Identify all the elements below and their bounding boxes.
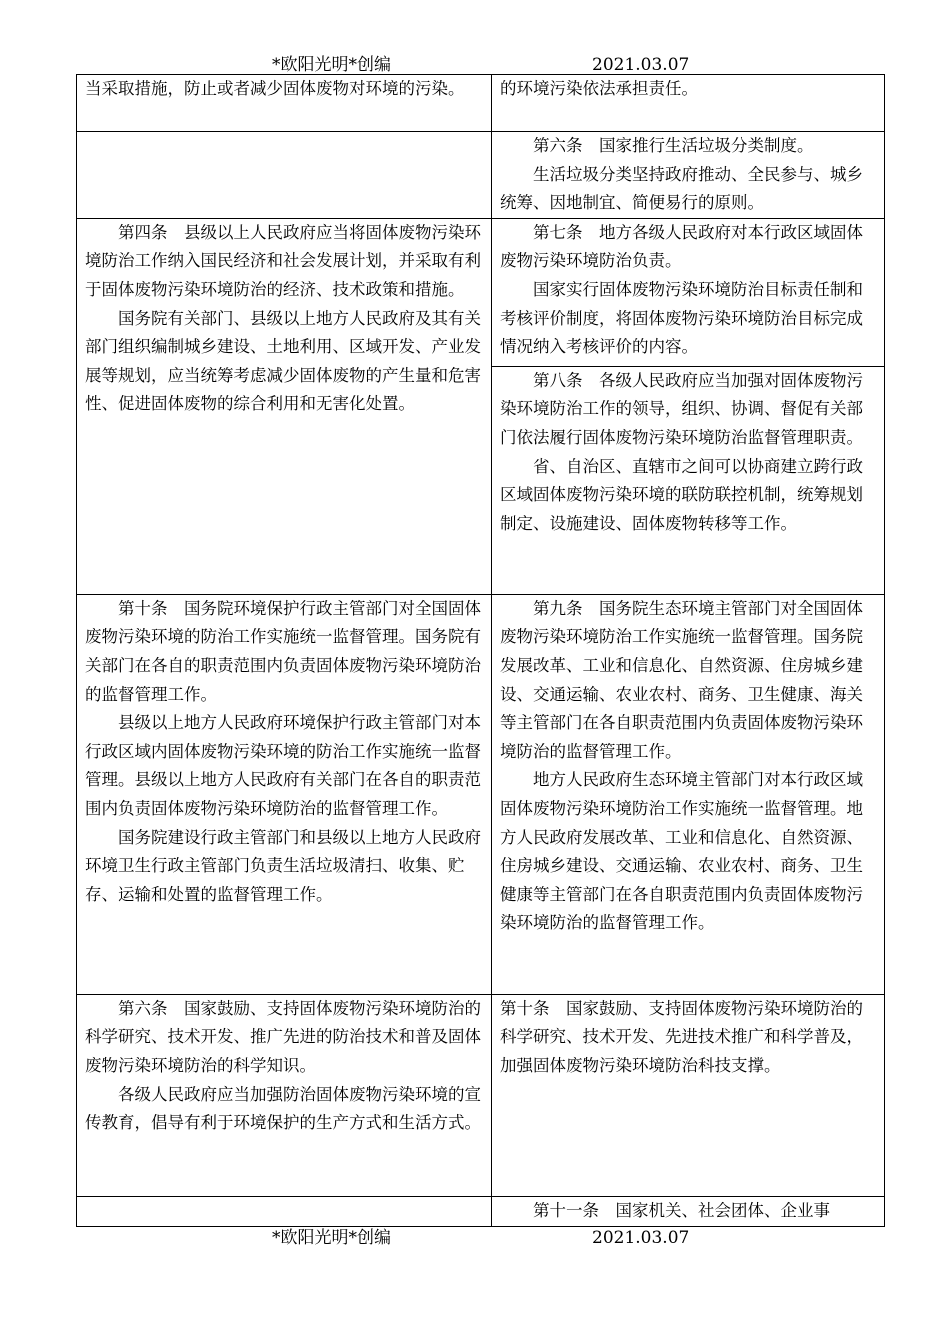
paragraph: 国务院建设行政主管部门和县级以上地方人民政府环境卫生行政主管部门负责生活垃圾清扫、收集、贮存、运输和处置的监督管理工作。 bbox=[85, 827, 481, 904]
paragraph: 县级以上地方人民政府环境保护行政主管部门对本行政区域内固体废物污染环境的防治工作实施统一监督管理。县级以上地方人民政府有关部门在各自的职责范围内负责固体废物污染环境防治的监督管理工作。 bbox=[85, 713, 481, 818]
header-author: *欧阳光明*创编 bbox=[272, 55, 391, 75]
right-cell bbox=[492, 1196, 885, 1226]
paragraph: 当采取措施，防止或者减少固体废物对环境的污染。 bbox=[85, 79, 465, 98]
footer-date: 2021.03.07 bbox=[592, 1228, 690, 1248]
left-cell bbox=[77, 218, 492, 594]
paragraph: 第九条 国务院生态环境主管部门对全国固体废物污染环境防治工作实施统一监督管理。国务院发展改革、工业和信息化、自然资源、住房城乡建设、交通运输、农业农村、商务、卫生健康、海关等主管部门在各自职责范围内负责固体废物污染环境防治的监督管理工作。 bbox=[500, 598, 863, 761]
right-cell bbox=[492, 218, 885, 366]
paragraph: 第七条 地方各级人民政府对本行政区域固体废物污染环境防治负责。 bbox=[500, 222, 863, 271]
paragraph: 生活垃圾分类坚持政府推动、全民参与、城乡统筹、因地制宜、简便易行的原则。 bbox=[500, 164, 863, 213]
left-cell bbox=[77, 132, 492, 219]
table-row bbox=[77, 594, 885, 994]
paragraph: 第十条 国务院环境保护行政主管部门对全国固体废物污染环境的防治工作实施统一监督管理。国务院有关部门在各自的职责范围内负责固体废物污染环境防治的监督管理工作。 bbox=[85, 598, 481, 704]
paragraph: 第八条 各级人民政府应当加强对固体废物污染环境防治工作的领导，组织、协调、督促有关部门依法履行固体废物污染环境防治监督管理职责。 bbox=[500, 370, 863, 447]
right-cell bbox=[492, 132, 885, 219]
table-row bbox=[77, 1196, 885, 1226]
table-row bbox=[77, 218, 885, 366]
table-row bbox=[77, 75, 885, 132]
paragraph: 国家实行固体废物污染环境防治目标责任制和考核评价制度，将固体废物污染环境防治目标完成情况纳入考核评价的内容。 bbox=[500, 279, 863, 357]
left-cell bbox=[77, 994, 492, 1196]
page-footer bbox=[0, 1227, 950, 1249]
header-date: 2021.03.07 bbox=[592, 55, 690, 75]
right-cell bbox=[492, 366, 885, 594]
table-row bbox=[77, 132, 885, 219]
paragraph: 的环境污染依法承担责任。 bbox=[500, 79, 698, 98]
paragraph: 各级人民政府应当加强防治固体废物污染环境的宣传教育，倡导有利于环境保护的生产方式和生活方式。 bbox=[85, 1084, 481, 1133]
left-cell bbox=[77, 75, 492, 132]
paragraph: 省、自治区、直辖市之间可以协商建立跨行政区域固体废物污染环境的联防联控机制，统筹规划制定、设施建设、固体废物转移等工作。 bbox=[500, 456, 863, 533]
paragraph: 地方人民政府生态环境主管部门对本行政区域固体废物污染环境防治工作实施统一监督管理。地方人民政府发展改革、工业和信息化、自然资源、住房城乡建设、交通运输、农业农村、商务、卫生健康等主管部门在各自职责范围内负责固体废物污染环境防治的监督管理工作。 bbox=[500, 770, 863, 933]
paragraph: 国务院有关部门、县级以上地方人民政府及其有关部门组织编制城乡建设、土地利用、区域开发、产业发展等规划，应当统筹考虑减少固体废物的产生量和危害性、促进固体废物的综合利用和无害化处置。 bbox=[85, 308, 481, 414]
paragraph: 第十条 国家鼓励、支持固体废物污染环境防治的科学研究、技术开发、先进技术推广和科学普及，加强固体废物污染环境防治科技支撑。 bbox=[500, 998, 863, 1075]
left-cell bbox=[77, 594, 492, 994]
paragraph: 第六条 国家鼓励、支持固体废物污染环境防治的科学研究、技术开发、推广先进的防治技术和普及固体废物污染环境防治的科学知识。 bbox=[85, 998, 481, 1075]
footer-author: *欧阳光明*创编 bbox=[272, 1228, 391, 1248]
paragraph: 第六条 国家推行生活垃圾分类制度。 bbox=[533, 136, 814, 155]
page-header bbox=[0, 54, 950, 76]
right-cell bbox=[492, 594, 885, 994]
right-cell bbox=[492, 75, 885, 132]
table-row bbox=[77, 994, 885, 1196]
left-cell bbox=[77, 1196, 492, 1226]
paragraph: 第十一条 国家机关、社会团体、企业事 bbox=[533, 1200, 830, 1220]
paragraph: 第四条 县级以上人民政府应当将固体废物污染环境防治工作纳入国民经济和社会发展计划，并采取有利于固体废物污染环境防治的经济、技术政策和措施。 bbox=[85, 222, 481, 299]
right-cell bbox=[492, 994, 885, 1196]
comparison-table bbox=[76, 74, 885, 1227]
